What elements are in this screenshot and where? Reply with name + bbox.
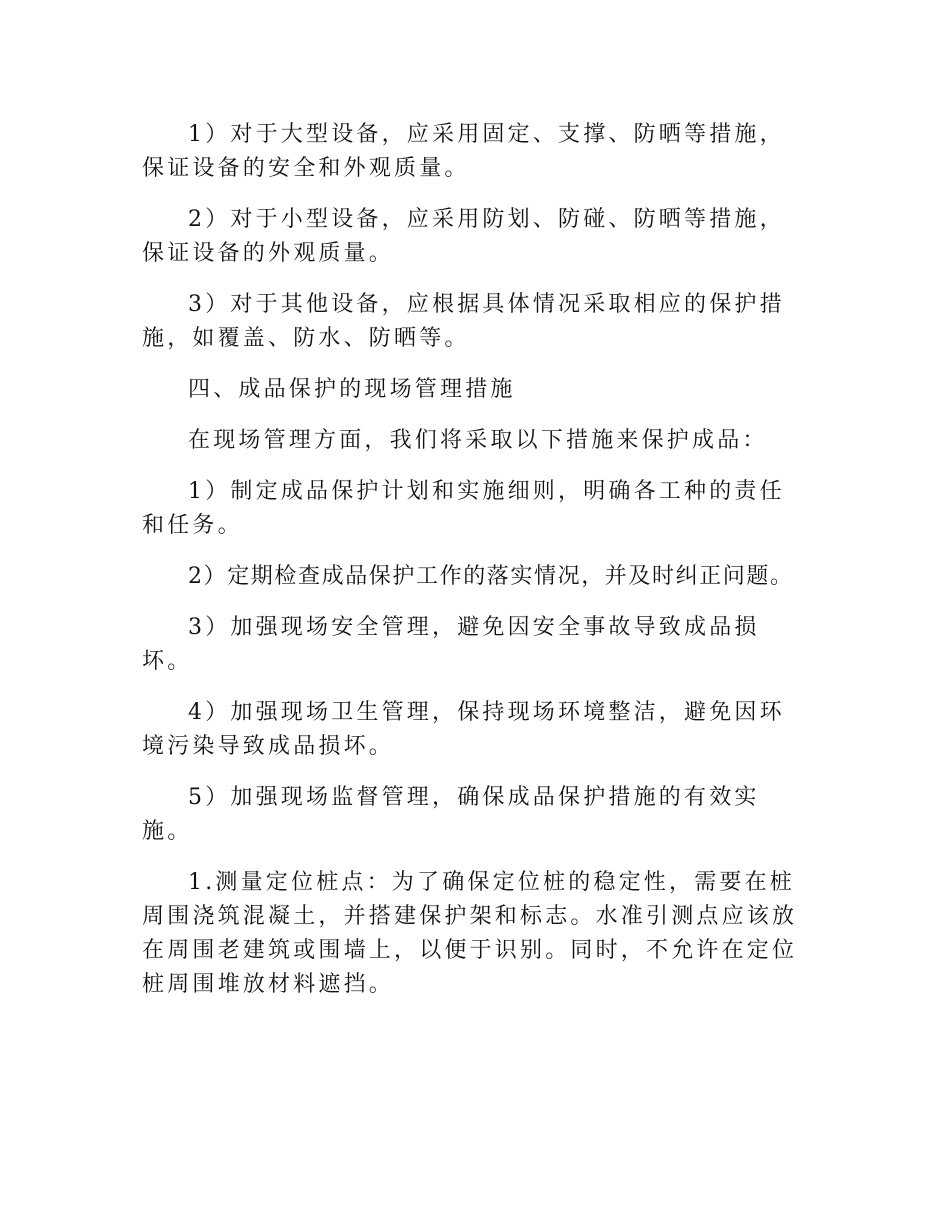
paragraph-supervision-management: 5）加强现场监督管理，确保成品保护措施的有效实施。 xyxy=(142,785,760,844)
paragraph-safety-management: 3）加强现场安全管理，避免因安全事故导致成品损坏。 xyxy=(142,615,760,674)
paragraph-large-equipment: 1）对于大型设备，应采用固定、支撑、防晒等措施，保证设备的安全和外观质量。 xyxy=(142,122,785,181)
document-body xyxy=(142,118,802,1019)
paragraph-regular-inspection: 2）定期检查成品保护工作的落实情况，并及时纠正问题。 xyxy=(188,564,794,589)
paragraph-site-management-intro: 在现场管理方面，我们将采取以下措施来保护成品： xyxy=(188,428,768,453)
paragraph-protection-plan: 1）制定成品保护计划和实施细则，明确各工种的责任和任务。 xyxy=(142,479,785,538)
paragraph-hygiene-management: 4）加强现场卫生管理，保持现场环境整洁，避免因环境污染导致成品损坏。 xyxy=(142,700,785,759)
paragraph-survey-stakes: 1.测量定位桩点：为了确保定位桩的稳定性，需要在桩周围浇筑混凝土，并搭建保护架和标志。水准引测点应该放在周围老建筑或围墙上，以便于识别。同时，不允许在定位桩周围堆放材料遮挡。 xyxy=(142,870,798,997)
section-heading: 四、成品保护的现场管理措施 xyxy=(188,377,516,402)
paragraph-small-equipment: 2）对于小型设备，应采用防划、防碰、防晒等措施，保证设备的外观质量。 xyxy=(142,207,785,266)
paragraph-other-equipment: 3）对于其他设备，应根据具体情况采取相应的保护措施，如覆盖、防水、防晒等。 xyxy=(142,292,785,351)
